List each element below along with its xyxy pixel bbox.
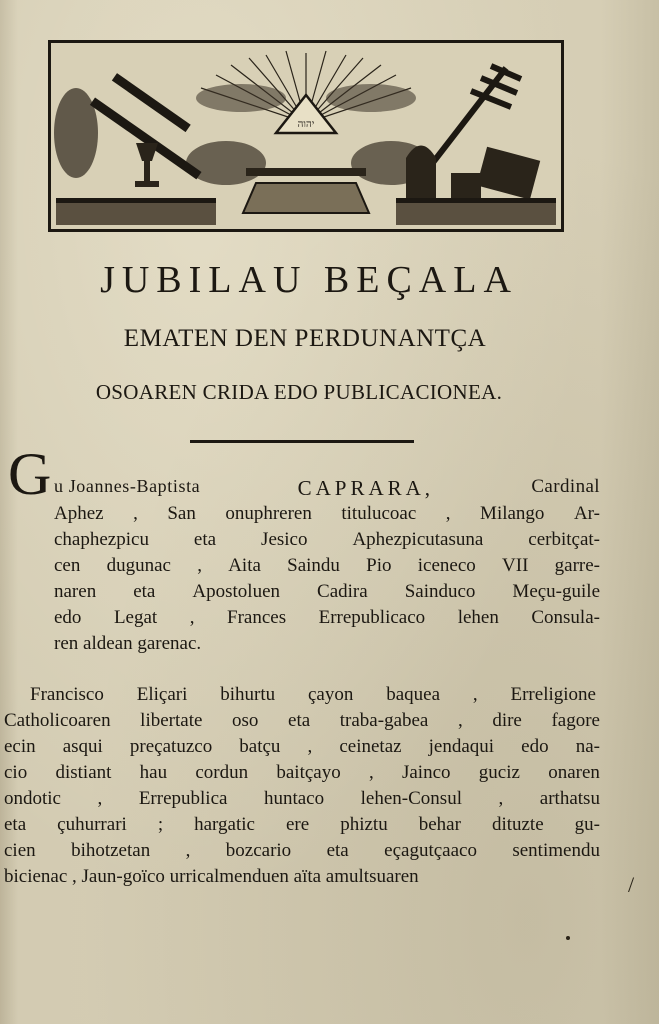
lead-name: CAPRARA,: [297, 476, 435, 500]
paragraph-1-line: Aphez , San onuphreren titulucoac , Milango Ar-: [54, 503, 600, 524]
paragraph-1-line: edo Legat , Frances Errepublicaco lehen Consula-: [54, 607, 600, 628]
document-title: JUBILAU BEÇALA: [100, 259, 518, 301]
section-divider: [190, 440, 414, 443]
paragraph-1-line: ren aldean garenac.: [54, 633, 202, 654]
paragraph-1-line: chaphezpicu eta Jesico Aphezpicutasuna cerbitçat-: [54, 529, 600, 550]
paragraph-2-line: Francisco Eliçari bihurtu çayon baquea , Erreligione: [30, 684, 596, 705]
lead-rest: Cardinal: [531, 476, 600, 497]
ink-stroke-mark: /: [628, 872, 635, 897]
document-subtitle-2: OSOAREN CRIDA EDO PUBLICACIONEA.: [95, 380, 503, 404]
ink-dot-mark: [566, 936, 570, 940]
paragraph-2-line: eta çuhurrari ; hargatic ere phiztu behar dituzte gu-: [4, 814, 600, 835]
lead-line: [54, 476, 600, 501]
lead-first: u Joannes-Baptista: [54, 476, 201, 496]
document-subtitle-1: EMATEN DEN PERDUNANTÇA: [123, 325, 487, 352]
paragraph-2-line: cien bihotzetan , bozcario eta eçagutçaaco sentimendu: [4, 840, 600, 861]
paragraph-1-line: naren eta Apostoluen Cadira Sainduco Meçu-guile: [54, 581, 600, 602]
triangle-inscription: יהוה: [297, 119, 315, 130]
paragraph-2-line: ondotic , Errepublica huntaco lehen-Consul , arthatsu: [4, 788, 600, 809]
paragraph-2-line: cio distiant hau cordun baitçayo , Jainco guciz onaren: [4, 762, 600, 783]
engraved-vignette: [48, 40, 564, 232]
paragraph-2-line: ecin asqui preçatuzco batçu , ceinetaz jendaqui edo na-: [4, 736, 600, 757]
paragraph-1-line: cen dugunac , Aita Saindu Pio iceneco VII garre-: [54, 555, 600, 576]
paragraph-2-line: bicienac , Jaun-goïco urricalmenduen aïta amultsuaren: [4, 866, 419, 887]
paragraph-2-line: Catholicoaren libertate oso eta traba-gabea , dire fagore: [4, 710, 600, 731]
drop-cap: G: [8, 441, 52, 507]
